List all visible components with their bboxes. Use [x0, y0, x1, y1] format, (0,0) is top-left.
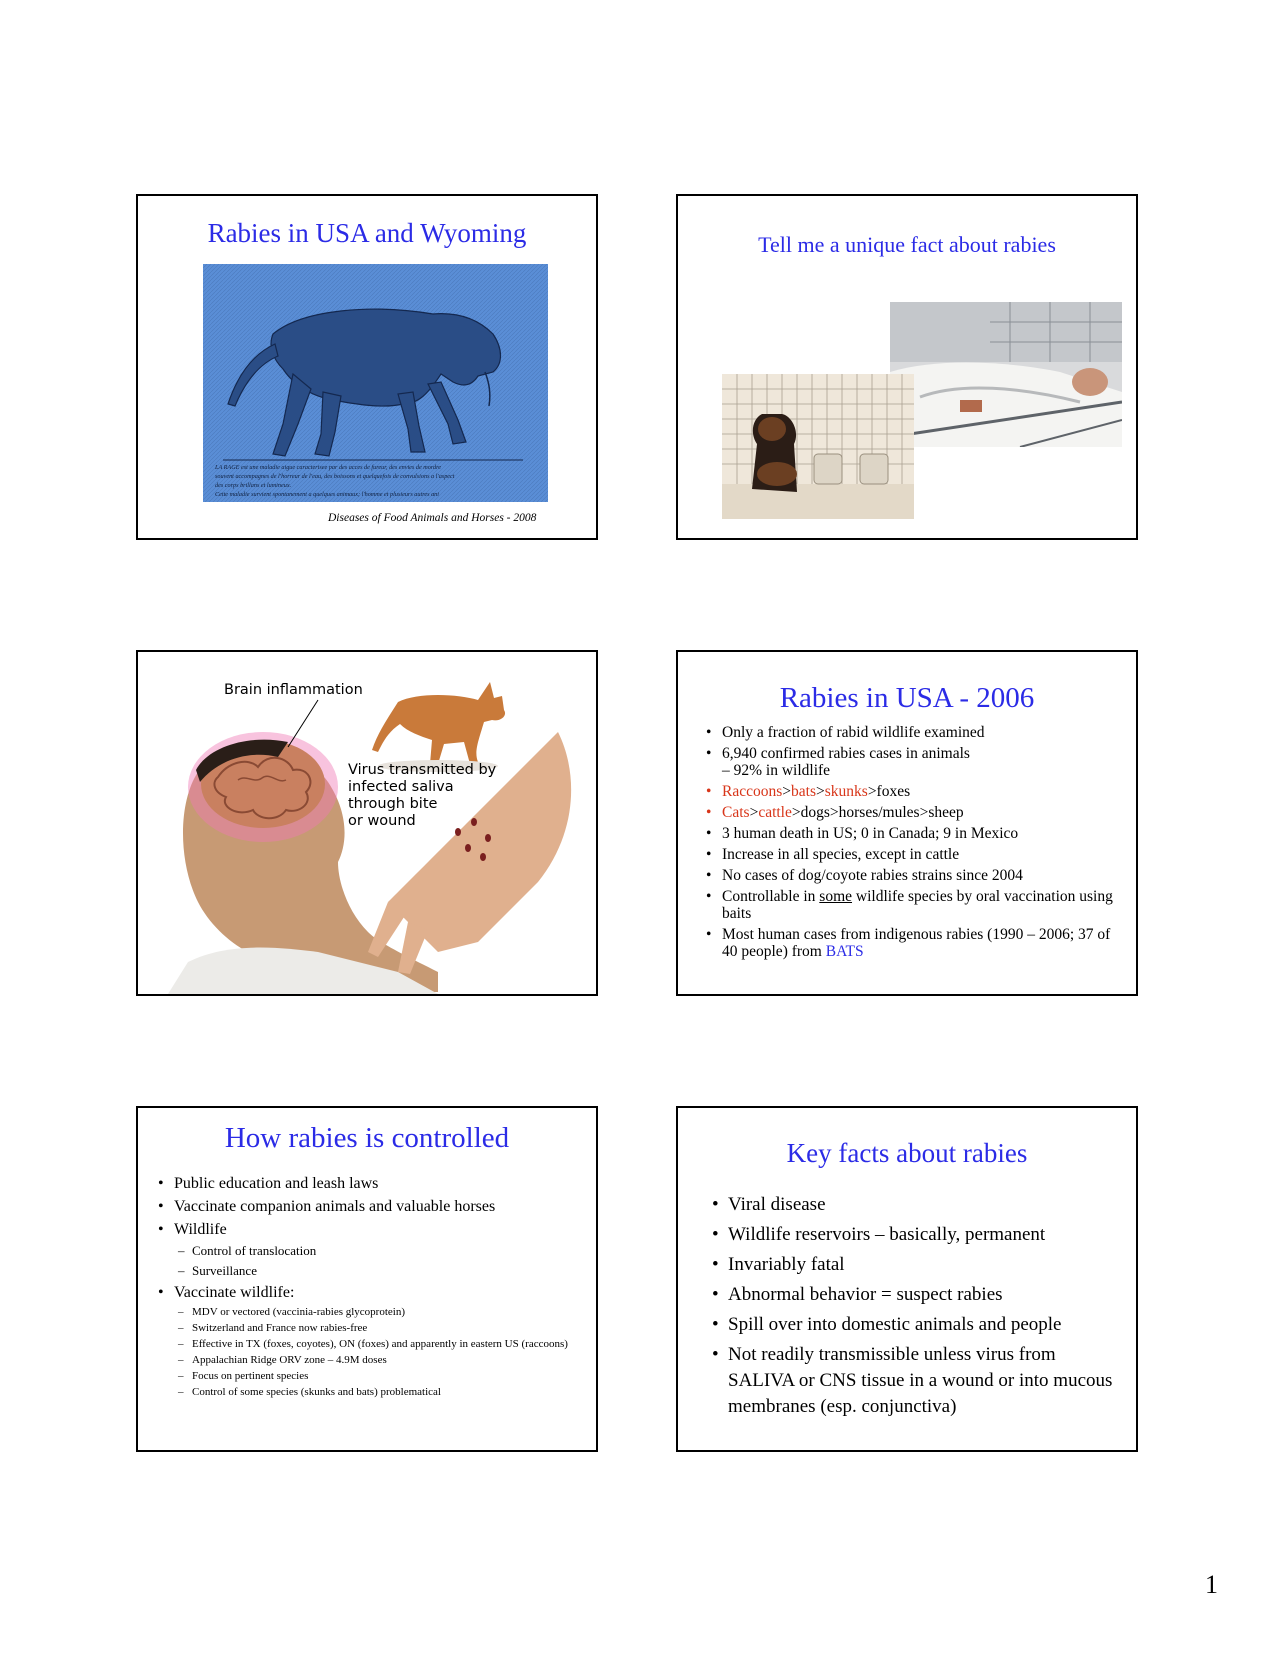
underlined-word: some: [819, 888, 853, 905]
virus-label-line: or wound: [348, 813, 416, 829]
caged-dog-photo: [722, 374, 914, 519]
list-item: • Vaccinate companion animals and valuable horses: [154, 1195, 584, 1218]
slide-unique-fact: [676, 194, 1138, 540]
list-subitem: – Switzerland and France now rabies-free: [172, 1320, 584, 1336]
brain-inflammation-label: Brain inflammation: [224, 682, 363, 698]
slide-title: Tell me a unique fact about rabies: [758, 232, 1056, 257]
slide-title: Key facts about rabies: [786, 1138, 1028, 1168]
list-item: • Abnormal behavior = suspect rabies: [708, 1282, 1118, 1308]
species-others: >dogs>horses/mules>sheep: [791, 804, 964, 821]
list-subitem: – Surveillance: [172, 1261, 584, 1281]
bullet-list: [708, 1192, 1118, 1420]
list-item: [702, 888, 1122, 922]
list-item: • Public education and leash laws: [154, 1172, 584, 1195]
slide-title: Rabies in USA and Wyoming: [207, 218, 527, 248]
list-subitem: – 92% in wildlife: [722, 762, 831, 779]
species-cats: Cats: [722, 804, 750, 821]
list-item: • Only a fraction of rabid wildlife examined: [702, 724, 1122, 741]
list-item: [702, 926, 1122, 960]
list-item: • Invariably fatal: [708, 1252, 1118, 1278]
list-item: • Wildlife: [154, 1218, 584, 1241]
svg-text:LA RAGE est une maladie aigue: LA RAGE est une maladie aigue caracterisee par des acces de fureur, des envies de mordre: [215, 464, 442, 471]
rabid-dog-engraving: [203, 264, 548, 502]
list-item: • 6,940 confirmed rabies cases in animals: [702, 745, 1122, 762]
list-item: • Spill over into domestic animals and people: [708, 1312, 1118, 1338]
list-item: • No cases of dog/coyote rabies strains since 2004: [702, 867, 1122, 884]
list-item: • Vaccinate wildlife:: [154, 1281, 584, 1304]
slide-transmission-illustration: [136, 650, 598, 996]
page-number: 1: [1205, 1570, 1218, 1599]
species-bats: bats: [791, 783, 816, 800]
virus-label-line: infected saliva: [348, 779, 454, 795]
fox-icon: [372, 682, 505, 772]
list-item: • Wildlife reservoirs – basically, permanent: [708, 1222, 1118, 1248]
species-raccoons: Raccoons: [722, 783, 783, 800]
list-item: [702, 783, 1122, 800]
species-cattle: cattle: [758, 804, 792, 821]
svg-text:Cette maladie survient spontan: Cette maladie survient spontanement a quelques animaux; l'homme et plusieurs autres ani: [215, 491, 439, 498]
list-subitem: – Control of some species (skunks and bats) problematical: [172, 1384, 584, 1400]
list-subitem: – Effective in TX (foxes, coyotes), ON (foxes) and apparently in eastern US (raccoons): [172, 1338, 584, 1350]
bullet-list: [702, 724, 1122, 960]
list-item: • Increase in all species, except in cattle: [702, 846, 1122, 863]
separator: >: [749, 804, 759, 821]
slide-how-controlled: [136, 1106, 598, 1452]
slide-caption: Diseases of Food Animals and Horses - 2008: [328, 512, 537, 524]
list-item: • 3 human death in US; 0 in Canada; 9 in Mexico: [702, 825, 1122, 842]
bullet-list: [154, 1172, 584, 1400]
text-part: wildlife species by oral vaccination using baits: [722, 888, 1113, 922]
list-item: [702, 804, 1122, 821]
list-item: • Viral disease: [708, 1192, 1118, 1218]
svg-text:souvent accompagnes de l'horre: souvent accompagnes de l'horreur de l'eau, des boissons et quelquefois de convulsions a l'aspect: [215, 473, 455, 480]
virus-label-line: through bite: [348, 796, 438, 812]
slide-rabies-usa-2006: [676, 650, 1138, 996]
bats-highlight: BATS: [825, 943, 864, 960]
list-item: • Not readily transmissible unless virus from SALIVA or CNS tissue in a wound or into mucous membranes (esp. conjunctiva): [708, 1342, 1118, 1420]
virus-transmission-label: [348, 762, 496, 830]
hospital-patient-photo: [890, 302, 1122, 447]
slide-title: How rabies is controlled: [224, 1122, 510, 1154]
separator: >: [782, 783, 792, 800]
slide-title: Rabies in USA - 2006: [779, 682, 1035, 714]
slide-key-facts: [676, 1106, 1138, 1452]
slide-rabies-usa-wyoming: [136, 194, 598, 540]
species-foxes: >foxes: [867, 783, 911, 800]
virus-label-line: Virus transmitted by: [348, 762, 497, 778]
list-subitem: – Appalachian Ridge ORV zone – 4.9M doses: [172, 1352, 584, 1368]
text-part: Controllable in: [722, 888, 820, 905]
svg-text:des corps brillans et lumineux: des corps brillans et lumineux.: [215, 482, 292, 489]
separator: >: [815, 783, 825, 800]
species-skunks: skunks: [824, 783, 868, 800]
list-subitem: – Control of translocation: [172, 1241, 584, 1261]
list-subitem: – MDV or vectored (vaccinia-rabies glycoprotein): [172, 1304, 584, 1320]
list-subitem: – Focus on pertinent species: [172, 1368, 584, 1384]
text-part: Most human cases from indigenous rabies (1990 – 2006; 37 of 40 people) from: [722, 926, 1111, 960]
